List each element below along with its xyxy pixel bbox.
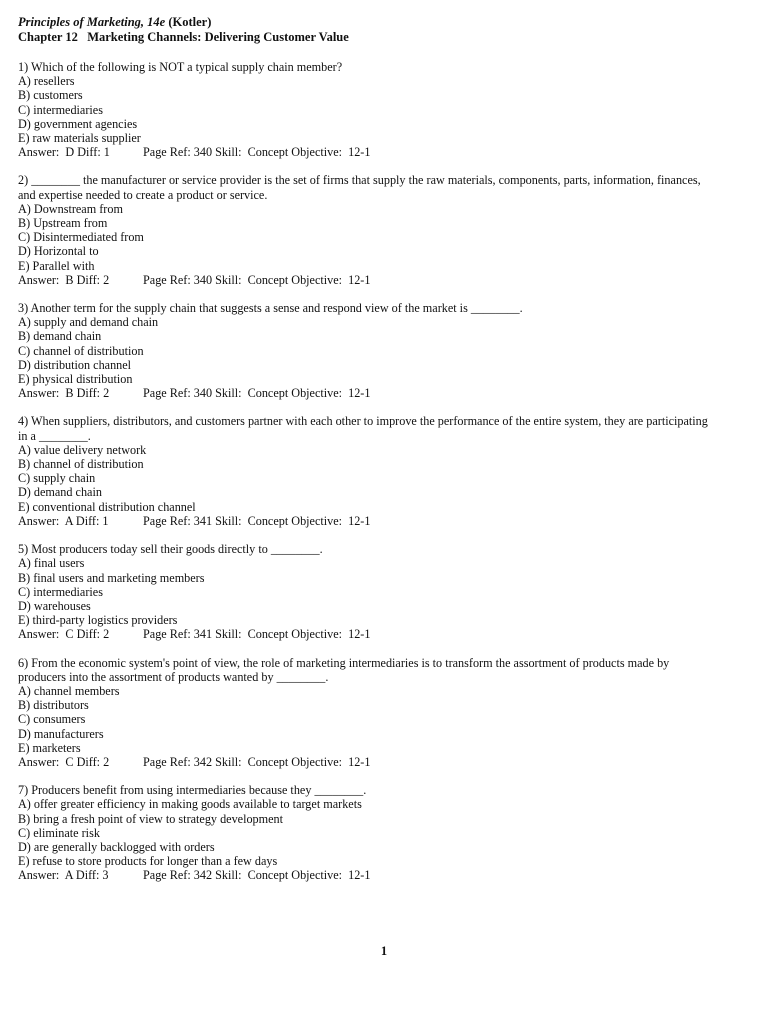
answer-option: E) raw materials supplier: [18, 131, 141, 146]
answer-option: A) supply and demand chain: [18, 315, 159, 330]
answer-key-line: [18, 627, 718, 641]
answer-option: B) final users and marketing members: [18, 570, 205, 585]
answer-option: C) supply chain: [18, 471, 96, 486]
answer-option: C) intermediaries: [18, 584, 103, 599]
answer-metadata: Page Ref: 342 Skill: Concept Objective: 12-1: [143, 754, 371, 769]
answer-metadata: Page Ref: 340 Skill: Concept Objective: 12-1: [143, 272, 371, 287]
answer-option: A) value delivery network: [18, 442, 147, 457]
answer-key: Answer: D Diff: 1: [18, 145, 110, 160]
answer-option: C) Disintermediated from: [18, 230, 144, 245]
answer-key: Answer: A Diff: 3: [18, 868, 109, 883]
document-page: [18, 15, 718, 883]
answer-option: B) channel of distribution: [18, 457, 144, 472]
answer-metadata: Page Ref: 340 Skill: Concept Objective: 12-1: [143, 386, 371, 401]
answer-option: A) Downstream from: [18, 201, 123, 216]
page-number: 1: [380, 944, 388, 958]
book-author: (Kotler): [168, 15, 212, 29]
answer-option: D) Horizontal to: [18, 244, 99, 259]
answer-option: A) resellers: [18, 74, 75, 89]
answer-key: Answer: C Diff: 2: [18, 754, 110, 769]
question-text: 2) ________ the manufacturer or service provider is the set of firms that supply the raw materials, components, parts, information, finances, and expertise needed to create a product or service.: [18, 173, 701, 202]
answer-option: B) customers: [18, 88, 83, 103]
question-block: [18, 656, 718, 770]
answer-option: D) manufacturers: [18, 726, 104, 741]
answer-option: A) offer greater efficiency in making goods available to target markets: [18, 797, 362, 812]
answer-metadata: Page Ref: 341 Skill: Concept Objective: 12-1: [143, 627, 371, 642]
question-text: 1) Which of the following is NOT a typical supply chain member?: [18, 60, 343, 74]
answer-option: C) eliminate risk: [18, 825, 100, 840]
chapter-title: Chapter 12 Marketing Channels: Delivering Customer Value: [18, 30, 349, 44]
question-block: [18, 301, 718, 400]
answer-option: A) final users: [18, 556, 85, 571]
book-title-line: [18, 15, 718, 30]
answer-option: B) demand chain: [18, 329, 102, 344]
answer-key-line: [18, 514, 718, 528]
answer-key: Answer: A Diff: 1: [18, 513, 109, 528]
question-block: [18, 60, 718, 159]
answer-option: E) Parallel with: [18, 258, 95, 273]
question-block: [18, 542, 718, 641]
answer-key: Answer: B Diff: 2: [18, 272, 110, 287]
answer-key-line: [18, 386, 718, 400]
question-text: 3) Another term for the supply chain that suggests a sense and respond view of the market is ________.: [18, 301, 523, 316]
answer-key-line: [18, 755, 718, 769]
question-block: [18, 173, 718, 287]
answer-key-line: [18, 145, 718, 159]
question-text: 6) From the economic system's point of view, the role of marketing intermediaries is to transform the assortment of products made by producers into the assortment of products wanted by ________.: [18, 655, 670, 684]
answer-option: C) consumers: [18, 712, 86, 727]
answer-key: Answer: C Diff: 2: [18, 627, 110, 642]
answer-option: D) are generally backlogged with orders: [18, 839, 215, 854]
answer-option: D) distribution channel: [18, 357, 132, 372]
question-text: 5) Most producers today sell their goods directly to ________.: [18, 542, 323, 557]
answer-option: E) refuse to store products for longer than a few days: [18, 854, 278, 869]
answer-option: E) conventional distribution channel: [18, 499, 196, 514]
answer-option: D) demand chain: [18, 485, 102, 500]
document-header: [18, 15, 718, 45]
question-list: [18, 60, 718, 883]
answer-option: E) third-party logistics providers: [18, 613, 178, 628]
question-block: [18, 414, 718, 528]
answer-option: B) Upstream from: [18, 216, 108, 231]
answer-option: C) intermediaries: [18, 102, 103, 117]
answer-option: B) distributors: [18, 698, 89, 713]
answer-metadata: Page Ref: 341 Skill: Concept Objective: 12-1: [143, 513, 371, 528]
answer-key-line: [18, 868, 718, 882]
answer-option: B) bring a fresh point of view to strategy development: [18, 811, 284, 826]
book-title: Principles of Marketing, 14e: [18, 15, 166, 29]
question-block: [18, 783, 718, 882]
answer-option: D) government agencies: [18, 116, 138, 131]
answer-metadata: Page Ref: 342 Skill: Concept Objective: 12-1: [143, 868, 371, 883]
answer-option: E) physical distribution: [18, 372, 133, 387]
answer-option: E) marketers: [18, 740, 81, 755]
question-text: 7) Producers benefit from using intermediaries because they ________.: [18, 783, 367, 798]
answer-metadata: Page Ref: 340 Skill: Concept Objective: 12-1: [143, 145, 371, 160]
answer-option: C) channel of distribution: [18, 343, 144, 358]
question-text: 4) When suppliers, distributors, and customers partner with each other to improve the performance of the entire system, they are participating in a ________.: [18, 414, 708, 443]
answer-key: Answer: B Diff: 2: [18, 386, 110, 401]
answer-option: A) channel members: [18, 683, 120, 698]
answer-option: D) warehouses: [18, 598, 91, 613]
answer-key-line: [18, 273, 718, 287]
